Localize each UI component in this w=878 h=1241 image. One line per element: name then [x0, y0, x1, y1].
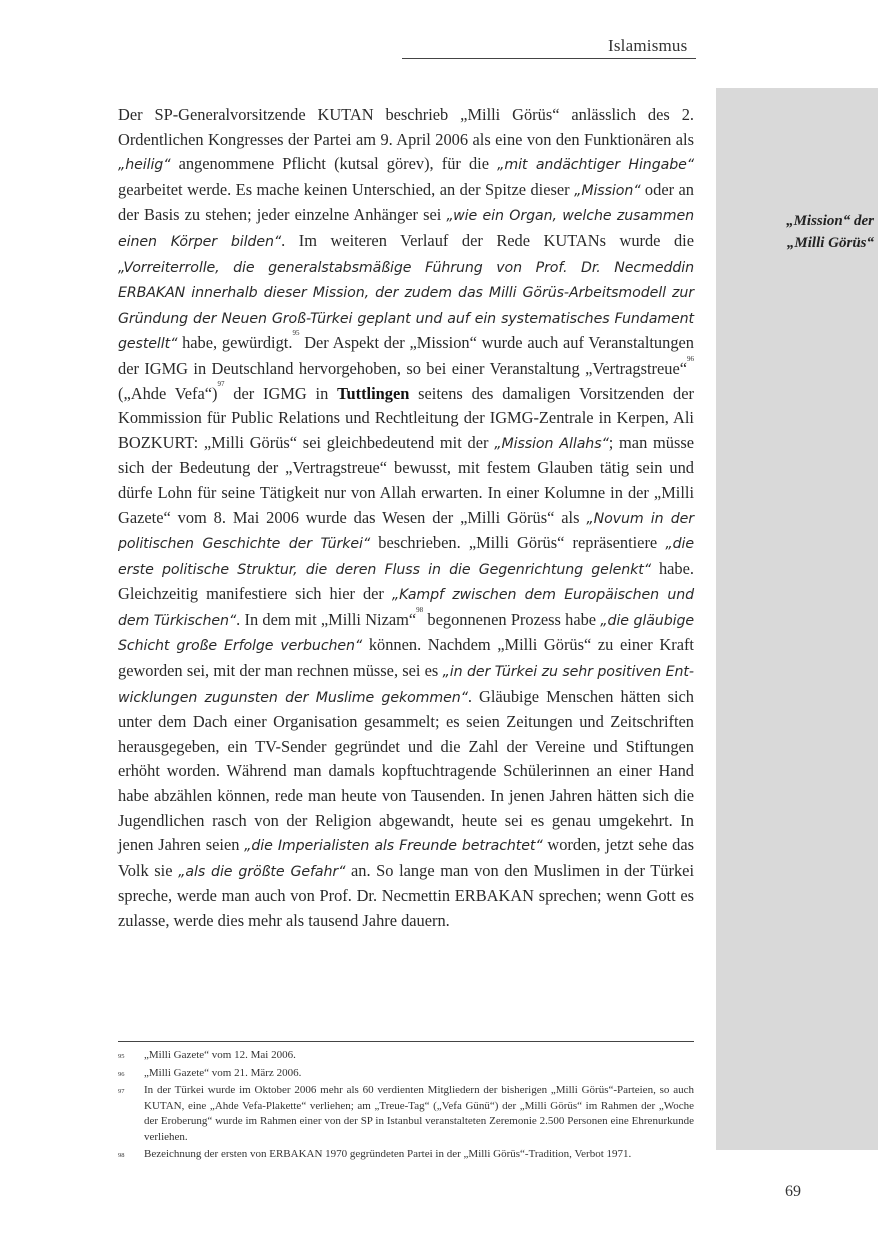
marginal-note-line-1: „Mission“ der: [786, 213, 874, 229]
quote-run: „Kampf zwischen dem Europäischen und dem Türkischen“: [118, 587, 695, 629]
footnote-ref: 96: [687, 354, 694, 363]
quote-run: „Mission“: [574, 182, 641, 199]
paragraph: [118, 103, 694, 934]
text-run: habe, gewürdigt.: [177, 333, 293, 353]
quote-run: „Mission Allahs“: [494, 435, 609, 452]
quote-run: „Novum in der politischen Geschichte der Türkei“: [118, 510, 694, 553]
quote-run: „heilig“: [118, 157, 171, 174]
text-run: worden, jetzt sehe das Volk sie: [118, 835, 694, 880]
quote-run: „die gläubige Schicht große Erfolge verbuchen“: [118, 612, 694, 655]
quote-run: „als die größte Gefahr“: [178, 863, 346, 880]
text-run: begonnenen Prozess habe: [423, 609, 601, 629]
running-header-title: Islamismus: [608, 36, 688, 55]
footnotes: [118, 1048, 694, 1164]
footnote-rule: [118, 1041, 694, 1042]
text-run: oder an der Basis zu stehen; jeder einzelne Anhänger sei: [118, 179, 694, 225]
marginal-note-line-2: „Milli Görüs“: [786, 235, 874, 251]
header-rule: [402, 58, 696, 59]
text-run: habe. Gleichzeitig manifestiere sich hier der: [118, 558, 694, 604]
footnote: [118, 1147, 694, 1164]
footnote: [118, 1066, 694, 1083]
footnote-number: 97: [118, 1088, 125, 1096]
quote-run: „die erste politische Struktur, die deren Fluss in die Gegenrichtung gelenkt“: [118, 536, 694, 578]
page-number: 69: [785, 1183, 801, 1200]
footnote-number: 98: [118, 1151, 125, 1159]
footnote-ref: 97: [217, 379, 225, 388]
text-run: angenommene Pflicht (kutsal görev), für die: [170, 154, 498, 174]
quote-run: „mit andächtiger Hingabe“: [497, 157, 694, 174]
quote-run: „die Imperialisten als Freunde betrachtet“: [244, 838, 543, 855]
text-run: . Gläubige Menschen hätten sich unter dem Dach einer Organisation gesammelt; es seien Zeitungen und Zeitschriften herausgegeben, ein TV-Sender gegründet und die Zahl der Vereine und Stiftungen erhöht worden. Während man damals kopftuchtragende Schülerinnen an einer Hand habe abzählen können, rede man heute von Tausenden. In jenen Jahren hätten sich die Jugendlichen rasch von der Religion abgewandt, heute sei es genau umgekehrt. In jenen Jahren seien: [118, 686, 694, 855]
footnote-text: „Milli Gazete“ vom 21. März 2006.: [144, 1066, 302, 1079]
footnote: [118, 1048, 694, 1065]
text-run: seitens des damaligen Vorsitzenden der Kommission für Public Relations und Rechtleitung der IGMG-Zentrale in Kerpen, Ali BOZKURT: „Milli Görüs“ sei gleichbedeutend mit der: [118, 383, 694, 452]
quote-run: „Vorreiterrolle, die generalstabsmäßige Führung von Prof. Dr. Necmeddin ERBAKAN innerhalb dieser Mission, der zudem das Milli Görüs-Arbeitsmodell zur Gründung der Neuen Groß-Türkei geplant und auf ein systematisches Fundament gestellt“: [118, 259, 694, 353]
footnote: [118, 1083, 694, 1145]
footnote-text: Bezeichnung der ersten von ERBAKAN 1970 gegründeten Partei in der „Milli Görüs“-Tradition, Verbot 1971.: [144, 1147, 632, 1160]
text-run: gearbeitet werde. Es mache keinen Unterschied, an der Spitze dieser: [118, 179, 575, 199]
text-run: Der SP-Generalvorsitzende KUTAN beschrieb „Milli Görüs“ anlässlich des 2. Ordentlichen Kongresses der Partei am 9. April 2006 als eine von den Funktionären als: [118, 105, 694, 149]
text-run: können. Nachdem „Milli Görüs“ zu einer Kraft geworden sei, mit der man rechnen müsse, sei es: [118, 635, 694, 681]
quote-run: „wie ein Organ, welche zusammen einen Körper bilden“: [118, 208, 694, 250]
footnote-number: 95: [118, 1053, 125, 1060]
marginal-note: [726, 210, 874, 254]
body-text: [118, 103, 694, 934]
text-run: . In dem mit „Milli Nizam“: [236, 609, 417, 629]
footnote-ref: 98: [416, 605, 424, 614]
text-run: an. So lange man von den Muslimen in der Türkei spreche, werde man auch von Prof. Dr. Necmettin ERBAKAN sprechen; wenn Gott es zulasse, werde dies mehr als tausend Jahre dauern.: [118, 860, 694, 930]
text-run: ; man müsse sich der Bedeutung der „Vertragstreue“ bewusst, mit festem Glauben tätig sein und dürfe Lohn für seine Tätigkeit nur von Allah erwarten. In einer Kolumne in der „Milli Gazete“ vom 8. Mai 2006 wurde das Wesen der „Milli Görüs“ als: [118, 432, 694, 527]
quote-run: „in der Türkei zu sehr positiven Entwicklungen zugunsten der Muslime gekommen“: [118, 664, 694, 706]
footnote-text: In der Türkei wurde im Oktober 2006 mehr als 60 verdienten Mitgliedern der bisherigen „Milli Görüs“-Parteien, so auch KUTAN, eine „Ahde Vefa-Plakette“ verliehen; am „Treue-Tag“ („Vefa Günü“) der „Milli Görüs“ im Rahmen der „Woche der Eroberung“ wurde im Rahmen einer von der SP in Istanbul veranstalteten Zeremonie 2.500 Personen eine Ehrenurkunde verliehen.: [144, 1084, 694, 1143]
text-run: der IGMG in: [224, 383, 338, 403]
footnote-text: „Milli Gazete“ vom 12. Mai 2006.: [144, 1049, 296, 1061]
text-run: Der Aspekt der „Mission“ wurde auch auf Veranstaltungen der IGMG in Deutschland hervorgehoben, so bei einer Veranstaltung „Vertragstreue“: [118, 333, 694, 378]
footnote-number: 96: [118, 1070, 125, 1078]
highlighted-place: Tuttlingen: [337, 383, 410, 403]
text-run: beschrieben. „Milli Görüs“ repräsentiere: [370, 533, 666, 553]
text-run: . Im weiteren Verlauf der Rede KUTANs wurde die: [281, 230, 694, 250]
text-run: („Ahde Vefa“): [118, 383, 218, 403]
footnote-ref: 95: [292, 329, 300, 338]
